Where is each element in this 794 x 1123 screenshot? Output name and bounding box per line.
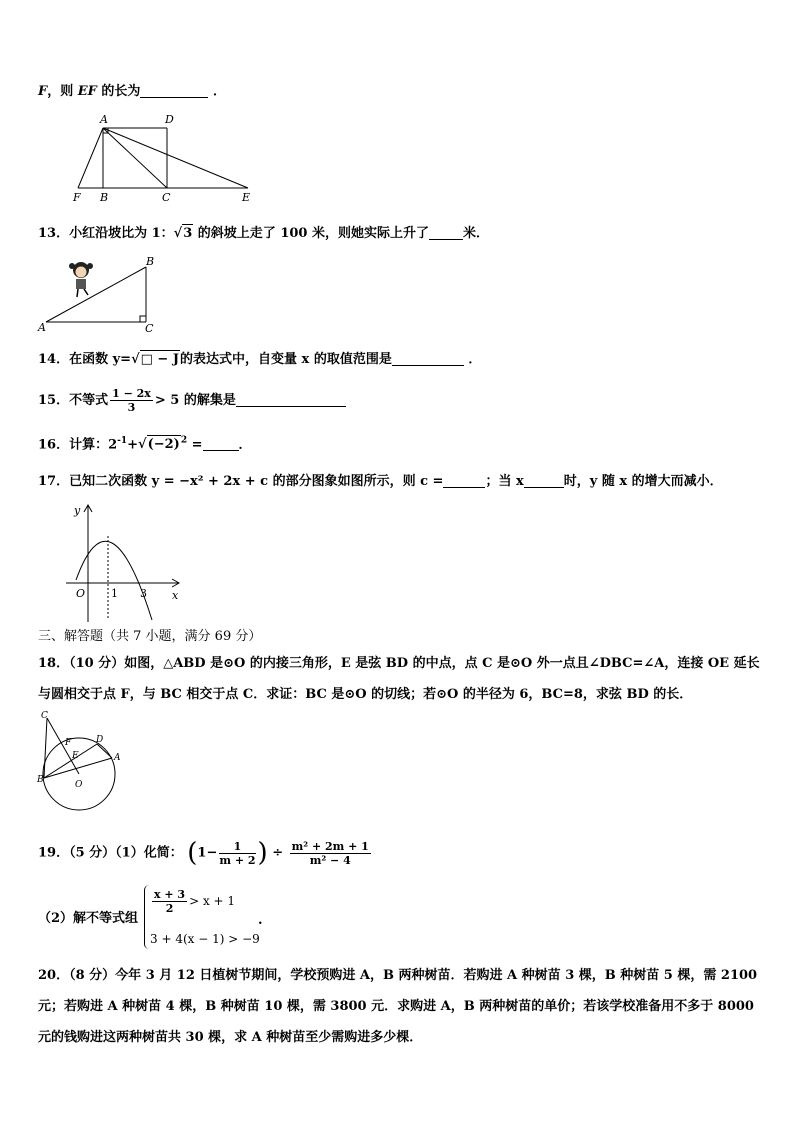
q12-var: EF <box>77 84 97 99</box>
q16-sqrt: $√(-2)^2$ <box>138 436 188 453</box>
q17-answer-blank-c[interactable] <box>443 473 485 488</box>
fig12-label-e: E <box>242 191 251 204</box>
q19-fraction-1 <box>219 840 255 867</box>
q16-radicand: (−2) <box>147 437 180 453</box>
q16-equals: = <box>191 437 203 453</box>
q17-text: 已知二次函数 y = −x² + 2x + c 的部分图象如图所示，则 c = <box>69 474 444 489</box>
q17-text-mid: ；当 x <box>485 474 524 489</box>
q14: 14．在函数 y=√□ − J的表达式中，自变量 x 的取值范围是 ． <box>38 352 482 367</box>
q12-tail: F，则 EF 的长为 ． <box>38 84 226 99</box>
q16-exponent: -1 <box>117 436 128 446</box>
q12-text-post: 的长为 <box>96 84 141 99</box>
q13 <box>38 224 489 243</box>
q15-fraction <box>110 387 153 414</box>
q15-answer-blank[interactable] <box>236 392 346 407</box>
q12-point-f: F <box>38 84 48 99</box>
fig12-label-c: C <box>162 191 171 204</box>
fig18-label-c: C <box>41 711 48 721</box>
q14-number: 14． <box>38 352 70 367</box>
q15-text-post: > 5 的解集是 <box>154 393 236 408</box>
fig18-label-a: A <box>114 753 121 763</box>
q20-line-2: 元；若购进 A 种树苗 4 棵，B 种树苗 10 棵，需 3800 元．求购进 A，B 两种树苗的单价；若该学校准备用不多于 8000 <box>38 999 754 1014</box>
q18-line-2: 与圆相交于点 F，与 BC 相交于点 C．求证：BC 是⊙O 的切线；若⊙O 的半径为 6，BC=8，求弦 BD 的长． <box>38 687 693 702</box>
q19-fraction-2-den: m² − 4 <box>309 853 351 867</box>
q18-figure <box>34 706 130 820</box>
q14-sqrt: √□ − J <box>131 352 180 367</box>
fig13-label-a: A <box>38 321 46 334</box>
q19-one-minus: 1− <box>197 845 218 861</box>
q19-fraction-1-num: 1 <box>219 840 255 854</box>
section-3-heading: 三、解答题（共 7 小题，满分 69 分） <box>38 629 262 644</box>
q19-ineq-fraction <box>152 888 187 915</box>
q15-text: 不等式 <box>69 393 109 408</box>
fig12-label-d: D <box>165 113 174 126</box>
q16-end: ． <box>238 437 252 453</box>
q13-answer-blank[interactable] <box>429 225 463 240</box>
q13-radicand: 3 <box>183 226 193 241</box>
q13-figure <box>36 252 161 334</box>
fig17-label-y: y <box>74 504 81 517</box>
q17-text-post: 时，y 随 x 的增大而减小． <box>563 474 723 489</box>
q19-ineq-fraction-num: x + 3 <box>154 888 186 901</box>
q16-answer-blank[interactable] <box>203 436 239 451</box>
q12-figure <box>70 110 260 205</box>
q20-line-3: 元的钱购进这两种树苗共 30 棵，求 A 种树苗至少需购进多少棵． <box>38 1030 423 1045</box>
q18-line-1: 18．（10 分）如图，△ABD 是⊙O 的内接三角形，E 是弦 BD 的中点，点 C 是⊙O 外一点且∠DBC=∠A，连接 OE 延长 <box>38 656 760 671</box>
fig17-label-x: x <box>172 589 179 602</box>
q19-ineq-fraction-den: 2 <box>165 902 174 915</box>
q19-paren-open: ( <box>187 838 198 868</box>
q19-end: . <box>258 913 263 928</box>
q15-fraction-num: 1 − 2x <box>112 387 151 400</box>
q17-figure <box>62 500 192 628</box>
q19-inequality-1 <box>150 888 235 915</box>
q13-text-post: 的斜坡上走了 100 米，则她实际上升了 <box>193 226 429 241</box>
q19-fraction-1-den: m + 2 <box>219 853 256 867</box>
fig17-label-o: O <box>76 587 86 600</box>
q19-brace <box>144 885 149 949</box>
q13-end: 米． <box>462 226 489 241</box>
fig12-label-a: A <box>100 113 108 126</box>
q16-text: 计算：2 <box>69 437 118 453</box>
q17 <box>38 473 723 491</box>
fig18-label-e: E <box>72 751 79 761</box>
q16-number: 16． <box>38 437 70 453</box>
q16-square: 2 <box>180 436 188 446</box>
q19-fraction-2-num: m² + 2m + 1 <box>291 839 369 853</box>
fig17-tick-3: 3 <box>140 587 147 600</box>
fig13-label-b: B <box>146 255 155 268</box>
q19-part-2-label: （2）解不等式组 <box>38 911 139 926</box>
fig13-label-c: C <box>145 322 154 334</box>
q16 <box>38 432 252 454</box>
q13-number: 13． <box>38 226 70 241</box>
q19-label-1: 19．（5 分）（1）化简： <box>38 845 183 861</box>
q14-text-post: 的表达式中，自变量 x 的取值范围是 <box>180 352 392 367</box>
q14-text: 在函数 y= <box>69 352 132 367</box>
girl-icon <box>69 262 93 297</box>
q19-inequality-2: 3 + 4(x − 1) > −9 <box>150 932 260 946</box>
fig18-label-o: O <box>75 780 83 790</box>
q14-radicand: □ − J <box>140 352 180 367</box>
q15-fraction-den: 3 <box>127 401 136 414</box>
q19-divide: ÷ <box>272 845 284 861</box>
q19-ineq-1-rhs: > x + 1 <box>189 894 236 908</box>
q13-text: 小红沿坡比为 1： <box>69 226 174 241</box>
q12-text: ，则 <box>47 84 78 99</box>
q19-fraction-2 <box>290 840 371 867</box>
q14-answer-blank[interactable] <box>392 351 464 366</box>
q16-plus: + <box>127 437 139 453</box>
fig17-tick-1: 1 <box>111 587 118 600</box>
q19-part-1 <box>38 835 373 871</box>
q15-number: 15． <box>38 393 70 408</box>
q17-number: 17． <box>38 474 70 489</box>
q17-answer-blank-x[interactable] <box>524 473 564 488</box>
q19-paren-close: ) <box>257 838 268 868</box>
fig18-label-d: D <box>96 735 104 745</box>
q15 <box>38 387 346 414</box>
q20-line-1: 20．（8 分）今年 3 月 12 日植树节期间，学校预购进 A，B 两种树苗．若购进 A 种树苗 3 棵，B 种树苗 5 棵，需 2100 <box>38 968 758 983</box>
fig12-label-f: F <box>73 191 81 204</box>
fig18-label-f: F <box>65 738 72 748</box>
fig18-label-b: B <box>37 775 44 785</box>
q13-sqrt: √3 <box>173 226 193 241</box>
q12-answer-blank[interactable] <box>140 83 208 98</box>
fig12-label-b: B <box>100 191 109 204</box>
